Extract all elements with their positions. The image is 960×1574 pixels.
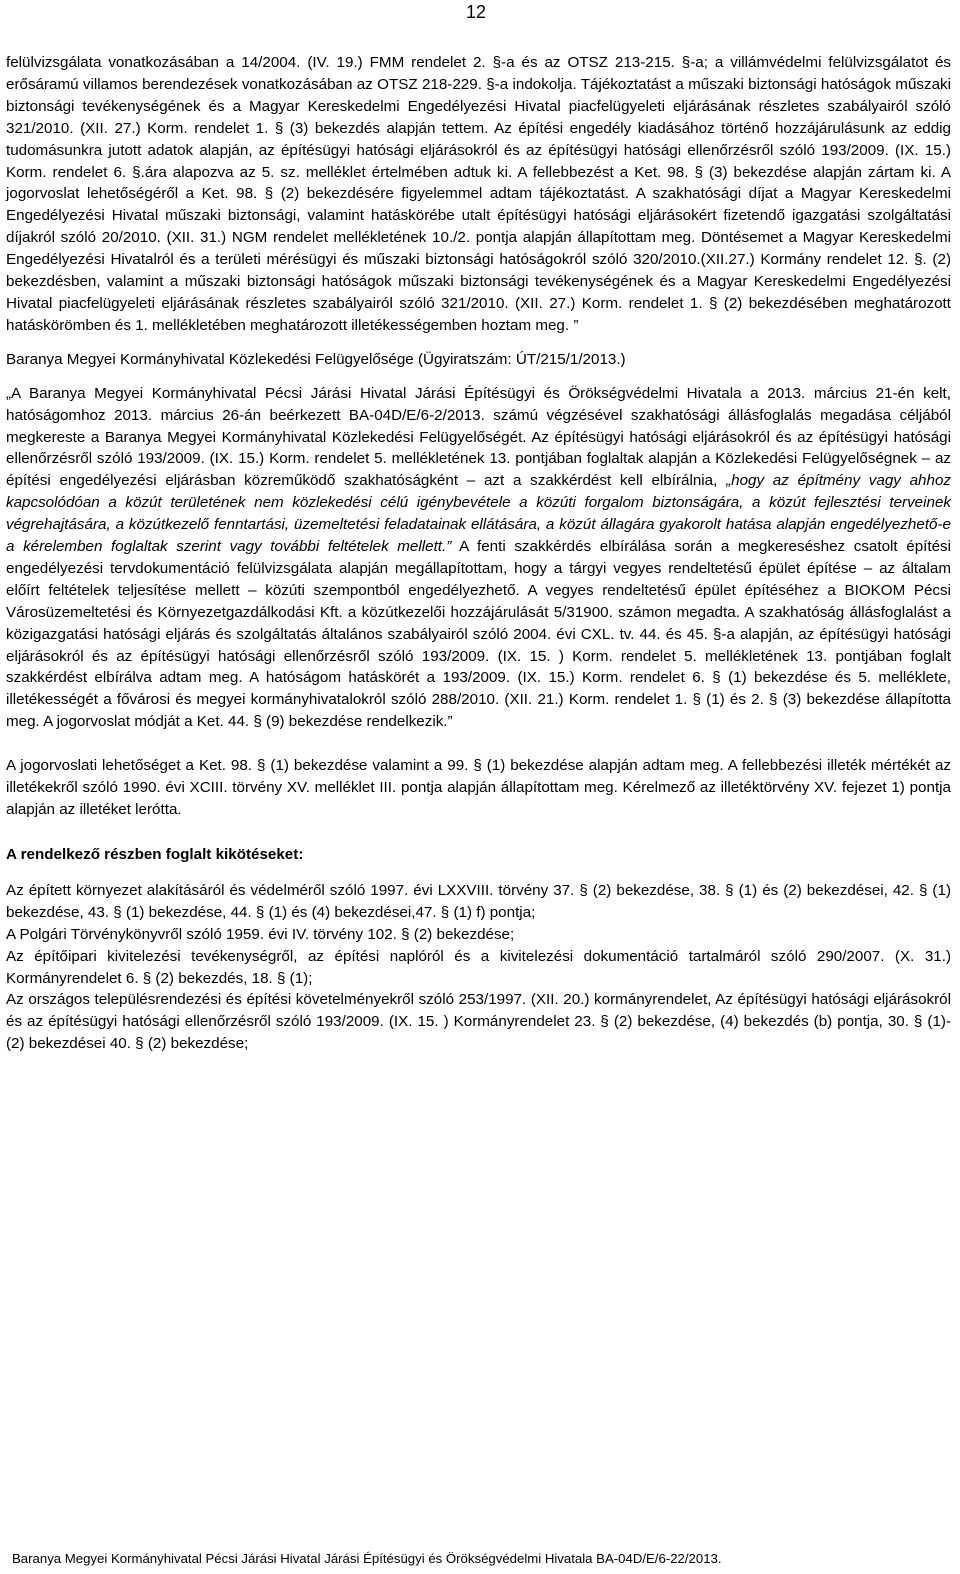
paragraph-justification: felülvizsgálata vonatkozásában a 14/2004. (IV. 19.) FMM rendelet 2. §-a és az OTSZ 213-215. §-a; a villámvédelmi felülvizsgálatot és erősáramú villamos berendezések vonatkozásában az OTSZ 218-229. §-a indokolja. Tájékoztatást a műszaki biztonsági hatóságok műszaki biztonsági tevékenységének és a Magyar Kereskedelmi Engedélyezési Hivatal piacfelügyeleti eljárásának részletes szabályairól szóló 321/2010. (XII. 27.) Korm. rendelet 1. § (3) bekezdés alapján tettem. Az építési engedély kiadásához történő hozzájárulásunk az eddig tudomásunkra jutott adatok alapján, az építésügyi hatósági eljárásokról és az építésügyi hatósági ellenőrzésről szóló 193/2009. (IX. 15.) Korm. rendelet 6. §.ára alapozva az 5. sz. melléklet értelmében adtuk ki. A fellebbezést a Ket. 98. § (3) bekezdése alapján zártam ki. A jogorvoslat lehetőségéről a Ket. 98. § (2) bekezdésére figyelemmel adtam tájékoztatást. A szakhatósági díjat a Magyar Kereskedelmi Engedélyezési Hivatal műszaki biztonsági, valamint hatáskörébe utalt építésügyi hatósági eljárásokért fizetendő igazgatási szolgáltatási díjakról szóló 20/2010. (XII. 31.) NGM rendelet mellékletének 10./2. pontja alapján állapítottam meg. Döntésemet a Magyar Kereskedelmi Engedélyezési Hivatalról és a területi mérésügyi és műszaki biztonsági hatóságokról szóló 320/2010.(XII.27.) Kormány rendelet 12. §. (2) bekezdésben, valamint a műszaki biztonsági hatóságok műszaki biztonsági tevékenységének és a Magyar Kereskedelmi Engedélyezési Hivatal piacfelügyeleti eljárásának részletes szabályairól szóló 321/2010. (XII. 27.) Korm. rendelet 1. § (2) bekezdésében meghatározott hatáskörömben és 1. mellékletében meghatározott illetékességemben hoztam meg. ” (6, 54, 951, 334)
paragraph-authority-heading: Baranya Megyei Kormányhivatal Közlekedési Felügyelősége (Ügyiratszám: ÚT/215/1/2013.) (6, 350, 626, 368)
quoted-opinion-part-2: A fenti szakkérdés elbírálása során a megkereséshez csatolt építési engedélyezési tervdokumentáció felülvizsgálata alapján megállapítottam, hogy a tárgyi vegyes rendeltetésű épület építése – az általam előírt feltételek teljesítése mellett – közúti szempontból engedélyezhető. A vegyes rendeltetésű épület építéséhez a BIOKOM Pécsi Városüzemeltetési és Környezetgazdálkodási Kft. a közútkezelői hozzájárulását 5/31900. számon megadta. A szakhatóság állásfoglalást a közigazgatási hatósági eljárás és szolgáltatás általános szabályairól szóló 2004. évi CXL. tv. 44. és 45. §-a alapján, az építésügyi hatósági eljárásokról és az építésügyi hatósági ellenőrzésről szóló 193/2009. (IX. 15. ) Korm. rendelet 5. mellékletének 13. pontjában foglalt szakkérdést elbírálva adtam meg. A hatóságom hatáskörét a 193/2009. (IX. 15.) Korm. rendelet 6. § (1) bekezdése és 5. melléklete, illetékességét a fővárosi és megyei kormányhivatalokról szóló 288/2010. (XII. 21.) Korm. rendelet 1. § (1) és 2. § (3) bekezdése állapította meg. A jogorvoslat módját a Ket. 44. § (9) bekezdése rendelkezik.” (6, 538, 951, 731)
document-body (6, 52, 951, 1055)
paragraph-law-3: Az építőipari kivitelezési tevékenységről, az építési naplóról és a kivitelezési dokumentáció tartalmáról szóló 290/2007. (X. 31.) Kormányrendelet 6. § (2) bekezdés, 18. § (1); (6, 947, 951, 987)
page-number: 12 (466, 2, 487, 22)
paragraph-law-1: Az épített környezet alakításáról és védelméről szóló 1997. évi LXXVIII. törvény 37. § (2) bekezdése, 38. § (1) és (2) bekezdései, 42. § (1) bekezdése, 43. § (1) bekezdése, 44. § (1) és (4) bekezdései,47. § (1) f) pontja; (6, 881, 951, 921)
paragraph-legal-remedy: A jogorvoslati lehetőséget a Ket. 98. § (1) bekezdése valamint a 99. § (1) bekezdése alapján adtam meg. A fellebbezési illeték mértékét az illetékekről szóló 1990. évi XCIII. törvény XV. melléklet III. pontja alapján állapítottam meg. Kérelmező az illetéktörvény XV. fejezet 1) pontja alapján az illetéket lerótta. (6, 757, 951, 818)
paragraph-law-4: Az országos településrendezési és építési követelményekről szóló 253/1997. (XII. 20.) kormányrendelet, Az építésügyi hatósági eljárásokról és az építésügyi hatósági ellenőrzésről szóló 193/2009. (IX. 15. ) Kormányrendelet 23. § (2) bekezdése, (4) bekezdés (b) pontja, 30. § (1)-(2) bekezdései 40. § (2) bekezdése; (6, 991, 951, 1053)
quoted-opinion-part-1: „A Baranya Megyei Kormányhivatal Pécsi Járási Hivatal Járási Építésügyi és Örökségvédelmi Hivatala a 2013. március 21-én kelt, hatóságomhoz 2013. március 26-án beérkezett BA-04D/E/6-2/2013. számú végzésével szakhatósági állásfoglalás megadása céljából megkereste a Baranya Megyei Kormányhivatal Közlekedési Felügyelőségét. Az építésügyi hatósági eljárásokról és az építésügyi hatósági ellenőrzésről szóló 193/2009. (IX. 15.) Korm. rendelet 5. mellékletének 13. pontjában foglaltak alapján a Közlekedési Felügyelőségnek – az építési engedélyezési eljárásban közreműködő szakhatóságként – azt a szakkérdést kell elbírálnia, (6, 384, 951, 490)
quoted-opinion-question: „hogy az építmény vagy ahhoz kapcsolódóan a közút területének nem közlekedési célú igénybevétele a közúti forgalom biztonságára, a közút fejlesztési terveinek végrehajtására, a közútkezelő fenntartási, üzemeltetési feladatainak ellátására, a közút állagára gyakorolt hatása alapján engedélyezhető-e a kérelemben foglaltak szerint vagy további feltételek mellett.” (6, 472, 951, 556)
page-footer: Baranya Megyei Kormányhivatal Pécsi Járási Hivatal Járási Építésügyi és Örökségvédelmi Hivatala BA-04D/E/6-22/2013. (12, 1551, 722, 1566)
paragraph-quoted-opinion (6, 383, 951, 734)
section-heading-conditions: A rendelkező részben foglalt kikötéseket: (6, 845, 304, 863)
paragraph-law-2: A Polgári Törvénykönyvről szóló 1959. évi IV. törvény 102. § (2) bekezdése; (6, 925, 515, 943)
